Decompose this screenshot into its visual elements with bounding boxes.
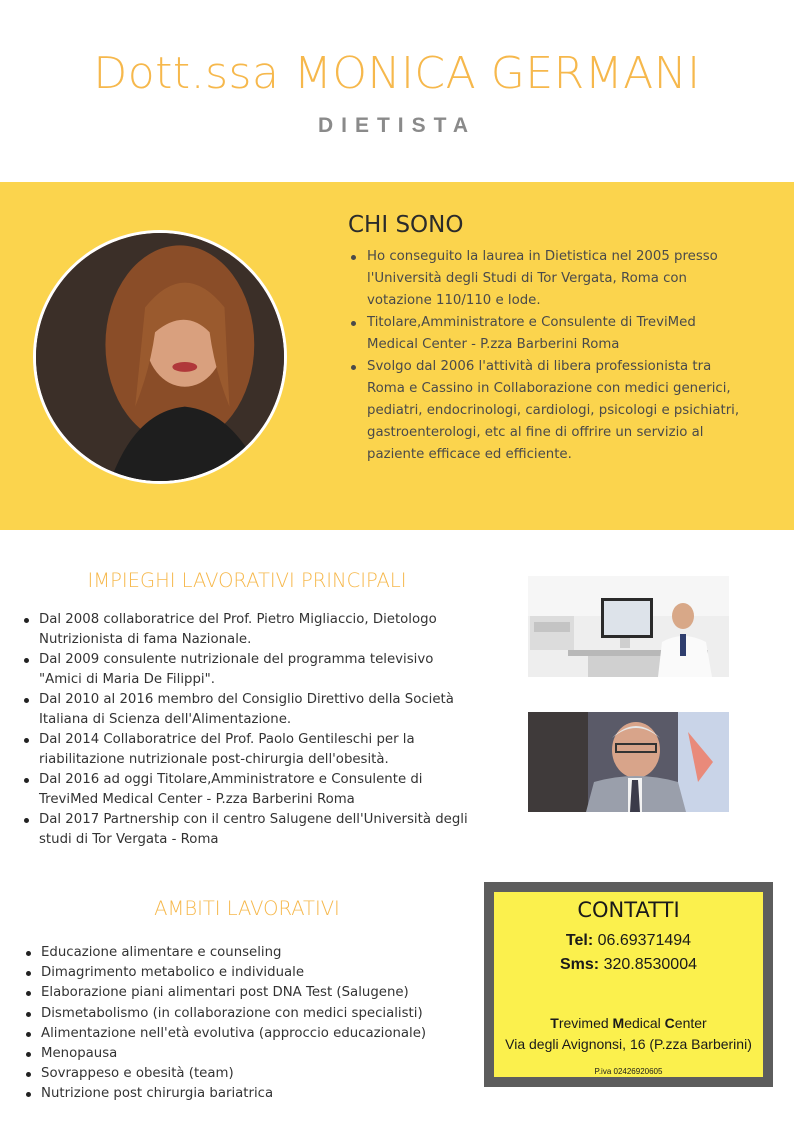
impieghi-list xyxy=(22,610,472,850)
ambiti-item: Dimagrimento metabolico e individuale xyxy=(24,963,474,983)
ambiti-item: Alimentazione nell'età evolutiva (approccio educazionale) xyxy=(24,1024,474,1044)
impieghi-item: Dal 2009 consulente nutrizionale del programma televisivo "Amici di Maria De Filippi". xyxy=(22,650,472,690)
impieghi-item: Dal 2016 ad oggi Titolare,Amministratore e Consulente di TreviMed Medical Center - P.zza Barberini Roma xyxy=(22,770,472,810)
office-photo xyxy=(528,576,729,677)
phone-label: Tel: xyxy=(565,932,594,949)
ambiti-list xyxy=(24,943,474,1105)
profile-photo xyxy=(33,230,287,484)
professor-photo xyxy=(528,712,729,812)
impieghi-item: Dal 2014 Collaboratrice del Prof. Paolo Gentileschi per la riabilitazione nutrizionale post-chirurgia dell'obesità. xyxy=(22,730,472,770)
vat-number: P.iva 02426920605 xyxy=(594,1067,663,1076)
center-address: Via degli Avignonsi, 16 (P.zza Barberini) xyxy=(505,1036,752,1052)
impieghi-item: Dal 2010 al 2016 membro del Consiglio Direttivo della Società Italiana di Scienza dell'Alimentazione. xyxy=(22,690,472,730)
ambiti-item: Sovrappeso e obesità (team) xyxy=(24,1064,474,1084)
phone-line xyxy=(494,932,763,950)
sms-label: Sms: xyxy=(559,956,600,973)
ambiti-item: Menopausa xyxy=(24,1044,474,1064)
ambiti-item: Dismetabolismo (in collaborazione con medici specialisti) xyxy=(24,1004,474,1024)
ambiti-item: Nutrizione post chirurgia bariatrica xyxy=(24,1084,474,1104)
doctor-role: DIETISTA xyxy=(317,114,477,137)
ambiti-item: Elaborazione piani alimentari post DNA Test (Salugene) xyxy=(24,983,474,1003)
impieghi-title: IMPIEGHI LAVORATIVI PRINCIPALI xyxy=(87,569,407,592)
center-name: Trevimed Medical Center xyxy=(550,1015,707,1031)
ambiti-item: Educazione alimentare e counseling xyxy=(24,943,474,963)
chi-sono-item: Titolare,Amministratore e Consulente di TreviMed Medical Center - P.zza Barberini Roma xyxy=(350,312,750,356)
doctor-name: Dott.ssa MONICA GERMANI xyxy=(93,48,701,99)
sms-number[interactable]: 320.8530004 xyxy=(603,956,697,973)
contact-title: CONTATTI xyxy=(577,898,680,922)
phone-number[interactable]: 06.69371494 xyxy=(597,932,692,949)
chi-sono-list xyxy=(350,246,750,466)
portrait-image xyxy=(36,233,284,481)
contact-box xyxy=(484,882,773,1087)
chi-sono-item: Svolgo dal 2006 l'attività di libera professionista tra Roma e Cassino in Collaborazione con medici generici, pediatri, endocrinologi, cardiologi, psicologi e psichiatri, gastroenterologi, etc al fine di offrire un servizio al paziente efficace ed efficiente. xyxy=(350,356,750,466)
sms-line xyxy=(494,956,763,974)
impieghi-item: Dal 2008 collaboratrice del Prof. Pietro Migliaccio, Dietologo Nutrizionista di fama Nazionale. xyxy=(22,610,472,650)
contact-panel xyxy=(494,892,763,1077)
impieghi-item: Dal 2017 Partnership con il centro Salugene dell'Università degli studi di Tor Vergata - Roma xyxy=(22,810,472,850)
ambiti-title: AMBITI LAVORATIVI xyxy=(154,897,340,920)
chi-sono-title: CHI SONO xyxy=(348,212,464,238)
chi-sono-item: Ho conseguito la laurea in Dietistica nel 2005 presso l'Università degli Studi di Tor Vergata, Roma con votazione 110/110 e lode. xyxy=(350,246,750,312)
